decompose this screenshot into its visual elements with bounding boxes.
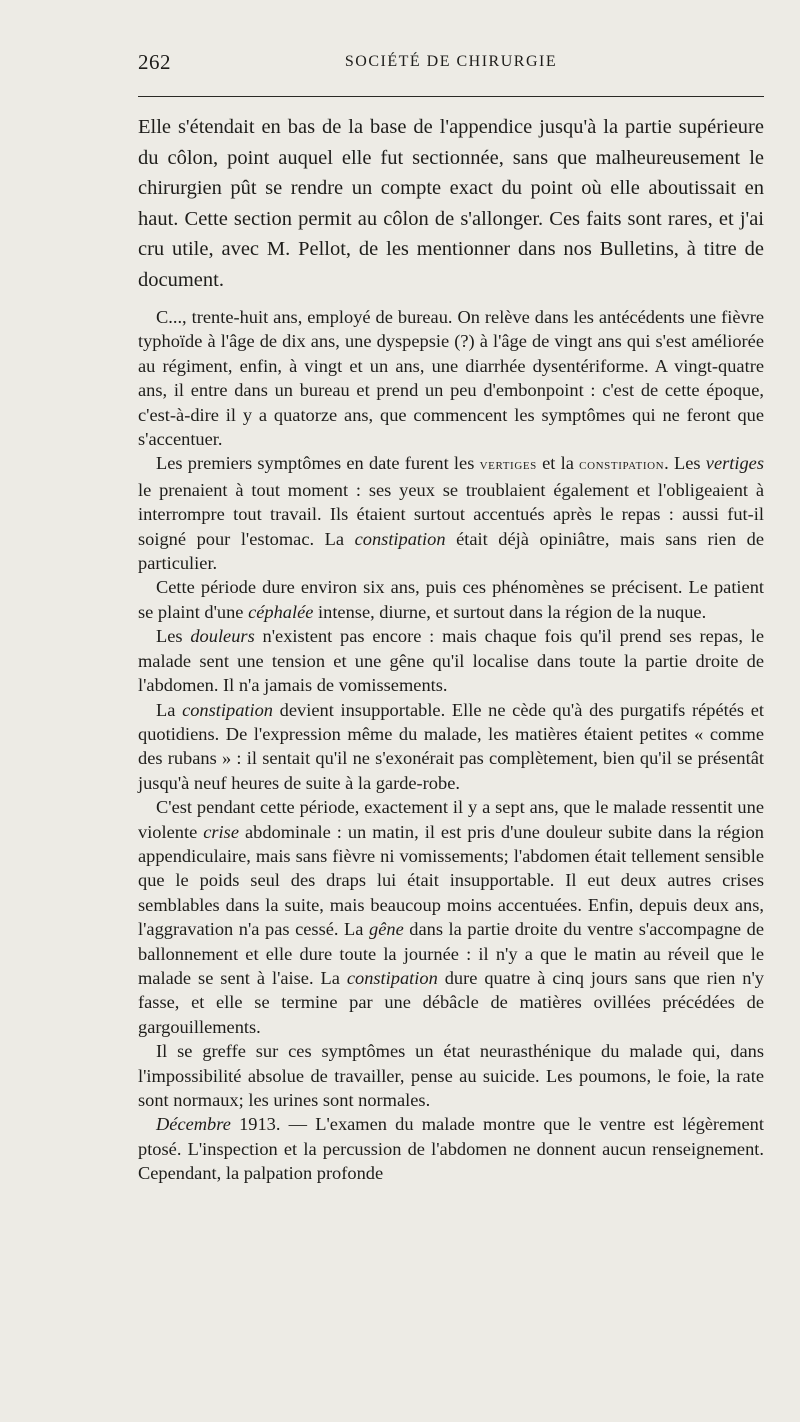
text-run: La: [156, 699, 183, 720]
text-run: abdominale : un matin, il est pris d'une douleur subite dans la région appendiculaire, mais sans fièvre ni vomissements; l'abdomen était tellement sensible que le poids seul des draps lui était insupportable. Il eut deux autres crises semblables dans la suite, mais beaucoup moins accentuées. Enfin, depuis deux ans, l'aggravation n'a pas cessé. La: [138, 821, 764, 940]
page-number: 262: [138, 50, 171, 74]
paragraph-first-symptoms: [138, 451, 764, 575]
text-run: C'est pendant cette période, exactement il y a sept ans, que le malade ressentit une violente: [138, 797, 764, 842]
text-run: C..., trente-huit ans, employé de bureau. On relève dans les antécédents une fièvre typhoïde à l'âge de dix ans, une dyspepsie (?) à l'âge de vingt ans qui s'est améliorée au régiment, enfin, à vingt et un ans, une diarrhée dysentériforme. A vingt-quatre ans, il entre dans un bureau et prend un peu d'embonpoint : c'est de cette époque, c'est-à-dire il y a quatorze ans, que commencent les symptômes qui ne feront que s'accentuer.: [138, 307, 764, 450]
paragraph-case-history: [138, 305, 764, 451]
text-run: et la: [536, 453, 580, 474]
small-caps-text: constipation: [579, 457, 665, 474]
paragraph-cephalee: [138, 575, 764, 624]
text-run: dure quatre à cinq jours sans que rien n'y fasse, et elle se termine par une débâcle de matières ovillées précédées de gargouillements.: [138, 967, 764, 1037]
text-run: Cette période dure environ six ans, puis ces phénomènes se précisent. Le patient se plaint d'une: [138, 577, 764, 622]
paragraph-neurasthenie: [138, 1039, 764, 1112]
emphasis-text: céphalée: [248, 601, 314, 622]
text-run: 1913. — L'examen du malade montre que le ventre est légèrement ptosé. L'inspection et la percussion de l'abdomen ne donnent aucun renseignement. Cependant, la palpation profonde: [138, 1114, 764, 1184]
emphasis-text: crise: [203, 821, 239, 842]
body-text: [138, 112, 764, 1186]
page-header: [138, 50, 764, 80]
text-run: intense, diurne, et surtout dans la région de la nuque.: [313, 601, 707, 622]
running-head: SOCIÉTÉ DE CHIRURGIE: [344, 53, 558, 70]
text-run: devient insupportable. Elle ne cède qu'à des purgatifs répétés et quotidiens. De l'expression même du malade, les matières étaient petites « comme des rubans » : il sentait qu'il ne s'exonérait pas complètement, bien qu'il se présentât jusqu'à neuf heures de suite à la garde-robe.: [138, 699, 764, 793]
text-run: Les: [156, 626, 191, 647]
text-run: . Les: [664, 453, 706, 474]
paragraph-douleurs: [138, 624, 764, 697]
text-run: le prenaient à tout moment : ses yeux se troublaient également et l'obligeaient à interrompre tout travail. Ils étaient surtout accentués après le repas : aussi fut-il soigné pour l'estomac. La: [138, 479, 764, 549]
emphasis-text: constipation: [182, 699, 274, 720]
text-run: Il se greffe sur ces symptômes un état neurasthénique du malade qui, dans l'impossibilité absolue de travailler, pense au suicide. Les poumons, le foie, la rate sont normaux; les urines sont normales.: [138, 1041, 764, 1110]
text-run: n'existent pas encore : mais chaque fois qu'il prend ses repas, le malade sent une tension et une gêne qu'il localise dans toute la partie droite de l'abdomen. Il n'a jamais de vomissements.: [138, 626, 764, 696]
text-run: Elle s'étendait en bas de la base de l'appendice jusqu'à la partie supérieure du côlon, point auquel elle fut sectionnée, sans que malheureusement le chirurgien pût se rendre un compte exact du point où elle aboutissait en haut. Cette section permit au côlon de s'allonger. Ces faits sont rares, et j'ai cru utile, avec M. Pellot, de les mentionner dans nos Bulletins, à titre de document.: [138, 116, 764, 291]
text-run: Les premiers symptômes en date furent les: [156, 453, 480, 474]
emphasis-text: constipation: [346, 967, 438, 988]
emphasis-text: constipation: [354, 528, 446, 549]
emphasis-text: vertiges: [705, 453, 764, 474]
small-caps-text: vertiges: [479, 457, 537, 474]
emphasis-text: gêne: [369, 919, 404, 940]
text-run: était déjà opiniâtre, mais sans rien de particulier.: [138, 528, 764, 574]
text-run: dans la partie droite du ventre s'accompagne de ballonnement et elle dure toute la journée : il n'y a que le matin au réveil que le malade se sent à l'aise. La: [138, 919, 765, 988]
paragraph-constipation: [138, 698, 764, 796]
emphasis-text: Décembre: [156, 1114, 231, 1135]
header-rule: [138, 96, 764, 97]
emphasis-text: douleurs: [190, 626, 255, 647]
paragraph-intro: [138, 112, 764, 295]
paragraph-crise: [138, 795, 764, 1039]
paragraph-examen: [138, 1112, 764, 1185]
